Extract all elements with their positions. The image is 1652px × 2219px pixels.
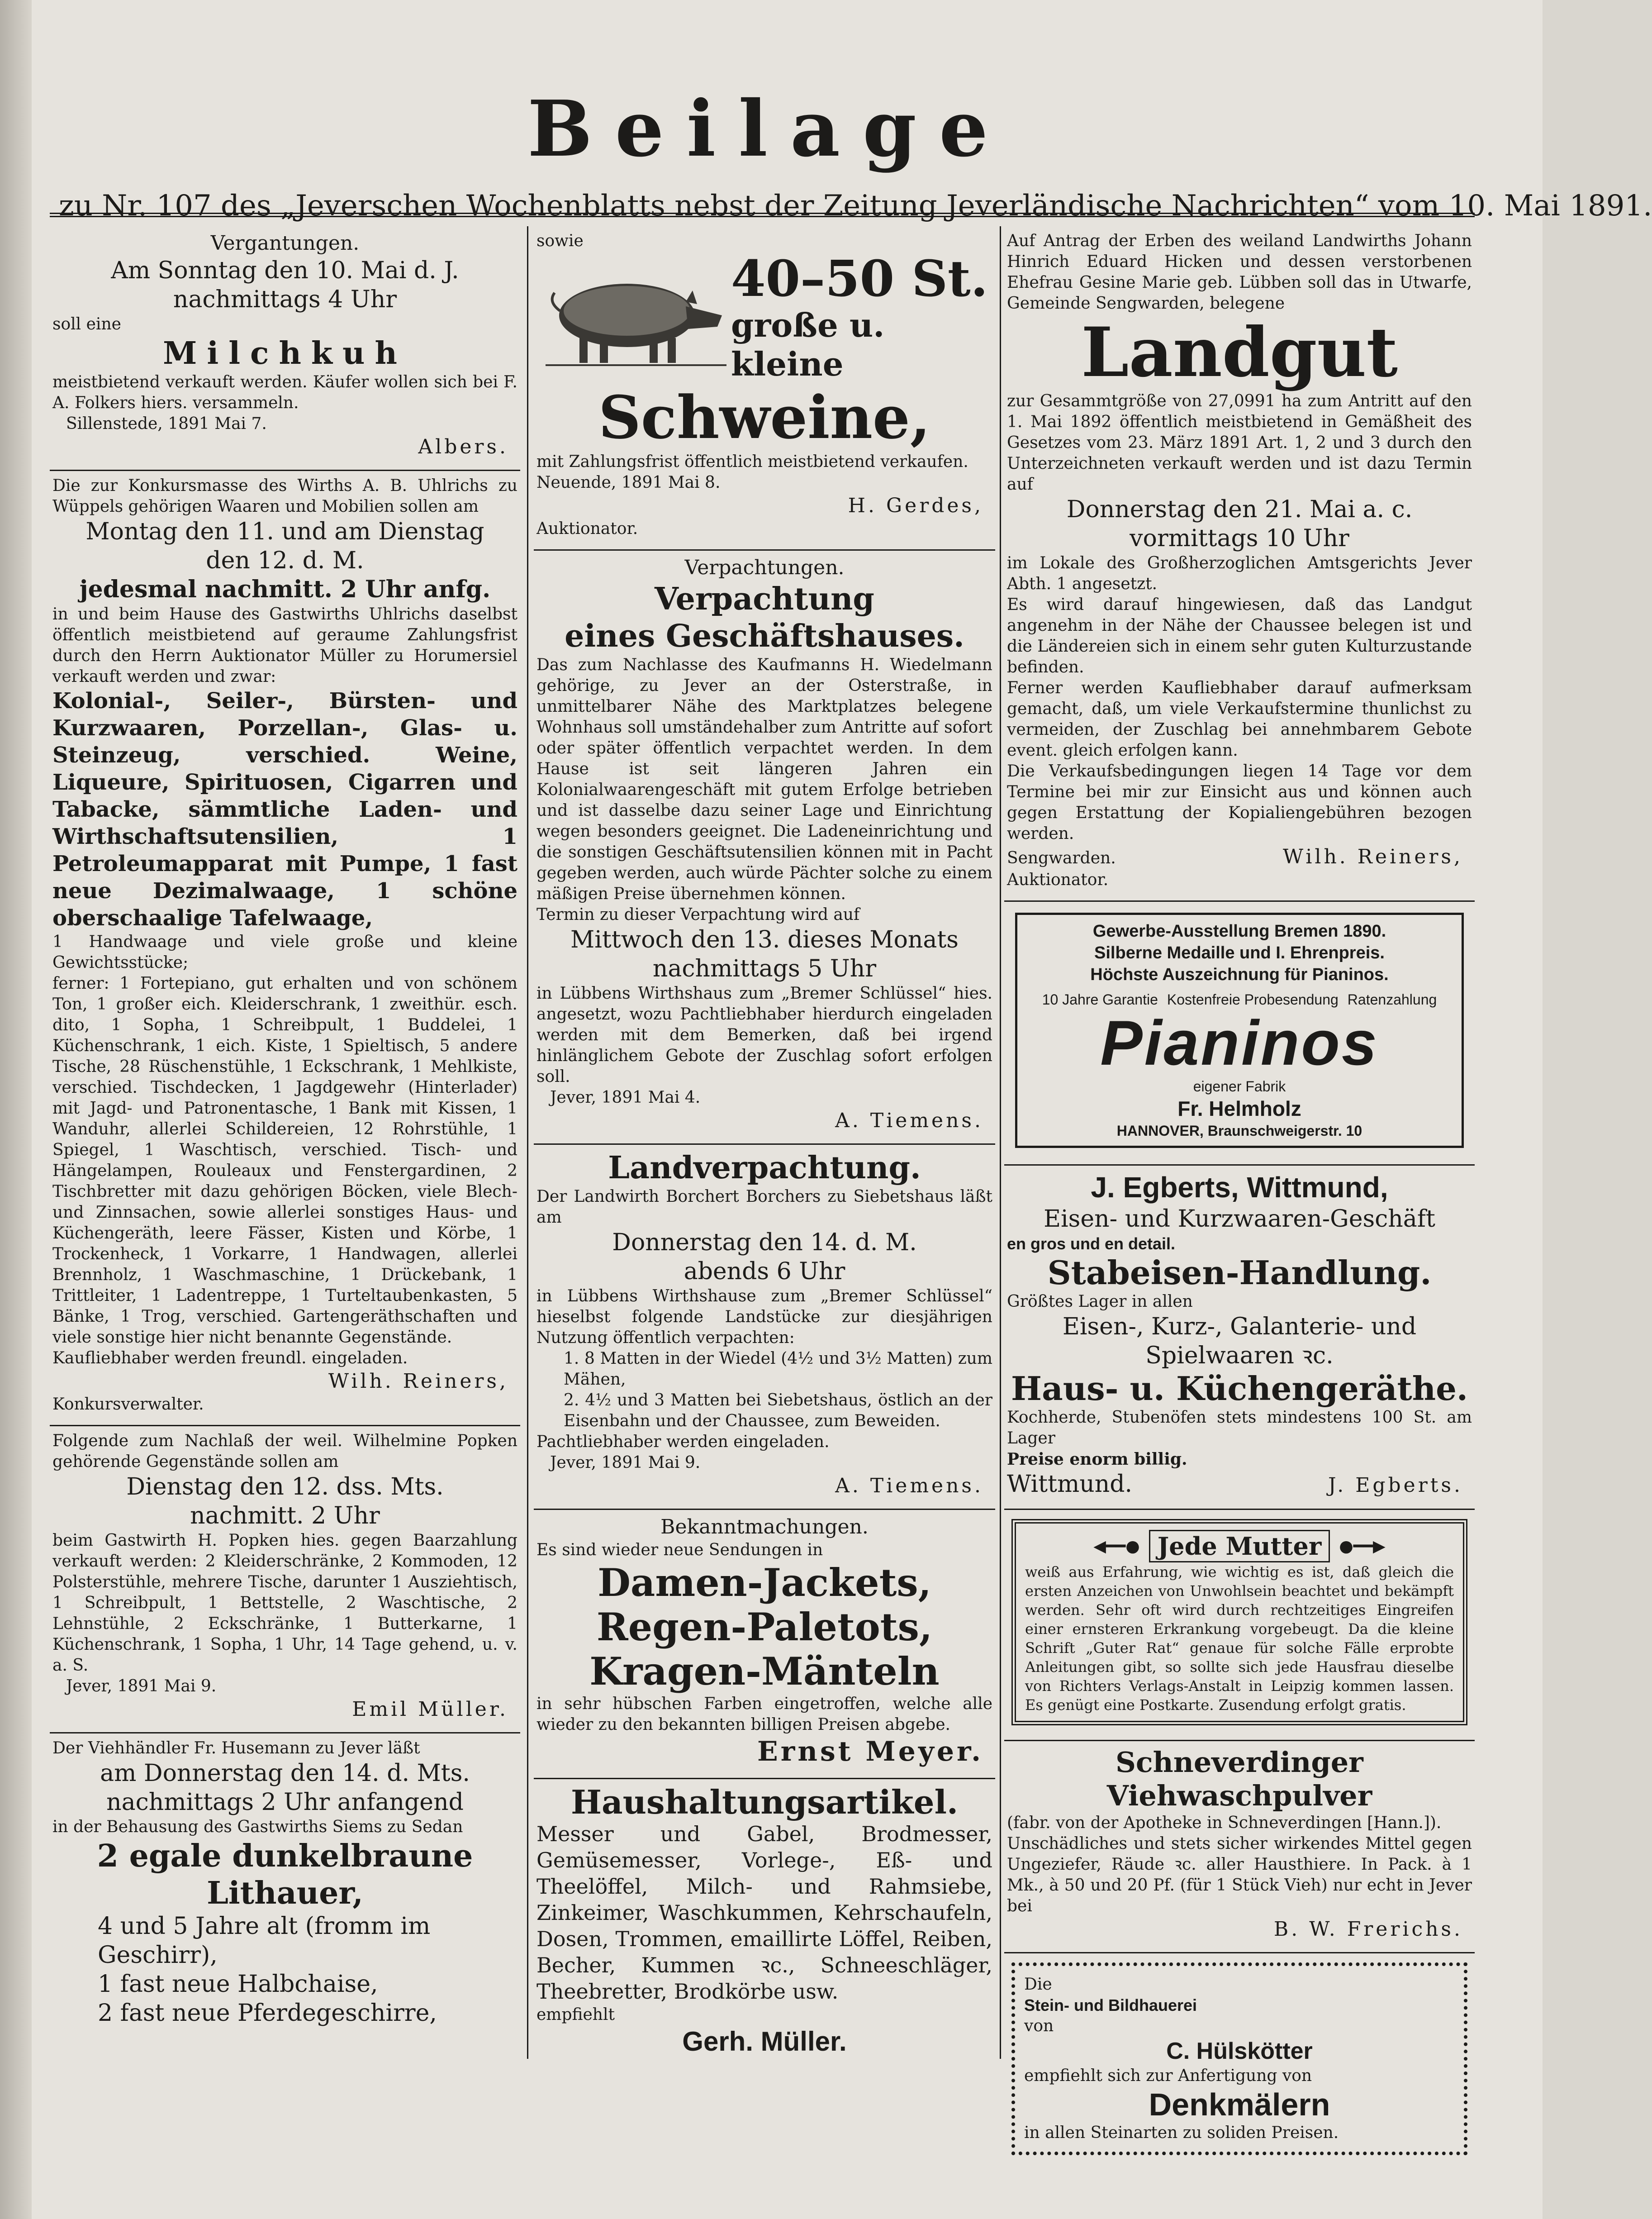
body-text: im Lokale des Großherzoglichen Amtsgerichts Jever Abth. 1 angesetzt. bbox=[1007, 554, 1472, 593]
text-line: Preise enorm billig. bbox=[1007, 1450, 1187, 1469]
signature: Gerh. Müller. bbox=[682, 2026, 847, 2057]
body-text: in Lübbens Wirthshause zum „Bremer Schlüssel“ hieselbst folgende Landstücke zur diesjährigen Nutzung öffentlich verpachten: bbox=[536, 1287, 992, 1347]
list-line: 4 und 5 Jahre alt (fromm im Geschirr), bbox=[98, 1913, 431, 1969]
masthead-title: Beilage bbox=[527, 84, 1011, 174]
item-heading: Jede Mutter bbox=[1149, 1530, 1330, 1562]
item-heading: Haushaltungsartikel. bbox=[570, 1783, 959, 1821]
signature: Albers. bbox=[418, 435, 508, 458]
ad-landverpachtung bbox=[534, 1145, 995, 1510]
text-line: in allen Steinarten zu soliden Preisen. bbox=[1024, 2124, 1339, 2142]
section-heading: Vergantungen. bbox=[210, 232, 360, 255]
body-text: Der Landwirth Borchert Borchers zu Siebetshaus läßt am bbox=[536, 1187, 992, 1227]
body-text: mit Zahlungsfrist öffentlich meistbietend verkaufen. bbox=[536, 452, 968, 471]
body-text: Der Viehhändler Fr. Husemann zu Jever läßt bbox=[52, 1739, 420, 1757]
date-line: Donnerstag den 14. d. M. bbox=[612, 1229, 917, 1256]
body-text: Die zur Konkursmasse des Wirths A. B. Uhlrichs zu Wüppels gehörigen Waaren und Mobilien sollen am bbox=[52, 476, 517, 516]
masthead-subtitle: zu Nr. 107 des „Jeverschen Wochenblatts nebst der Zeitung Jeverländische Nachrichten“ vom 10. Mai 1891. bbox=[59, 189, 1652, 223]
ad-haushaltungsartikel bbox=[534, 1779, 995, 2068]
huelskoetter-frame bbox=[1011, 1962, 1467, 2155]
item-heading: Kragen-Mänteln bbox=[589, 1649, 940, 1694]
masthead bbox=[59, 81, 1652, 226]
date-line: Montag den 11. und am Dienstag bbox=[85, 518, 484, 545]
ad-konkursmasse bbox=[50, 471, 520, 1426]
ad-nachlass-popken bbox=[50, 1426, 520, 1733]
list-line: 2 fast neue Pferdegeschirre, bbox=[98, 2000, 437, 2027]
list-item: 1. 8 Matten in der Wiedel (4½ und 3½ Matten) zum Mähen, bbox=[564, 1349, 992, 1389]
item-heading: Damen-Jackets, bbox=[598, 1560, 931, 1605]
text-line: Termin zu dieser Verpachtung wird auf bbox=[536, 905, 860, 924]
column-divider-2 bbox=[1000, 226, 1001, 2059]
time-line: nachmittags 2 Uhr anfangend bbox=[106, 1789, 464, 1816]
place-date: Jever, 1891 Mai 9. bbox=[66, 1677, 217, 1695]
ad-jede-mutter bbox=[1004, 1510, 1475, 1741]
item-heading: Schweine, bbox=[598, 383, 931, 452]
ad-viehwaschpulver bbox=[1004, 1741, 1475, 1953]
body-text: Ferner werden Kaufliebhaber darauf aufmerksam gemacht, daß, um viele Verkaufstermine thunlichst zu vermeiden, der Zuschlag bei annehmbarem Gebote event. gleich erfolgen kann. bbox=[1007, 679, 1472, 760]
signature-role: Konkursverwalter. bbox=[52, 1395, 204, 1414]
signature: A. Tiemens. bbox=[835, 1474, 983, 1497]
masthead-rule bbox=[50, 213, 1475, 219]
text-line: Gewerbe-Ausstellung Bremen 1890. bbox=[1092, 922, 1386, 941]
text-line: eigener Fabrik bbox=[1193, 1078, 1286, 1095]
pig-row bbox=[536, 249, 992, 384]
text-line: Stein- und Bildhauerei bbox=[1024, 1996, 1197, 2014]
date-line: Am Sonntag den 10. Mai d. J. bbox=[111, 257, 459, 284]
signature: H. Gerdes, bbox=[848, 494, 983, 517]
body-text: Kochherde, Stubenöfen stets mindestens 100 St. am Lager bbox=[1007, 1408, 1472, 1448]
text-line: Silberne Medaille und I. Ehrenpreis. bbox=[1094, 943, 1385, 962]
body-text: Folgende zum Nachlaß der weil. Wilhelmine Popken gehörende Gegenstände sollen am bbox=[52, 1432, 517, 1471]
item-heading: Verpachtung bbox=[655, 581, 874, 617]
item-heading: Stabeisen-Handlung. bbox=[1047, 1253, 1432, 1292]
text-line: soll eine bbox=[52, 315, 121, 333]
gutter-strip bbox=[0, 0, 32, 2219]
item-heading: J. Egberts, Wittmund, bbox=[1091, 1171, 1388, 1204]
text-line: sowie bbox=[536, 232, 584, 250]
text-line: empfiehlt bbox=[536, 2005, 615, 2024]
time-line: abends 6 Uhr bbox=[684, 1258, 845, 1285]
date-line: am Donnerstag den 14. d. Mts. bbox=[100, 1760, 470, 1787]
arrow-left-icon: ◀━━● bbox=[1093, 1537, 1140, 1556]
place: Wittmund. bbox=[1007, 1471, 1133, 1498]
body-text: in der Behausung des Gastwirths Siems zu Sedan bbox=[52, 1818, 463, 1836]
body-text: meistbietend verkauft werden. Käufer wollen sich bei F. A. Folkers hiers. versammeln. bbox=[52, 373, 517, 412]
ad-milchkuh bbox=[50, 226, 520, 471]
signature: A. Tiemens. bbox=[835, 1109, 983, 1132]
item-heading: Landgut bbox=[1081, 313, 1398, 392]
signature: Wilh. Reiners, bbox=[1282, 845, 1463, 868]
signature: B. W. Frerichs. bbox=[1273, 1918, 1463, 1941]
section-heading: Bekanntmachungen. bbox=[660, 1515, 869, 1538]
column-3 bbox=[1004, 226, 1475, 2142]
item-heading: Landverpachtung. bbox=[608, 1150, 921, 1186]
pig-count: 40–50 St. bbox=[731, 249, 988, 308]
body-text: Auf Antrag der Erben des weiland Landwirths Johann Hinrich Eduard Hicken und dessen verstorbenen Ehefrau Gesine Marie geb. Lübben soll das in Utwarfe, Gemeinde Sengwarden, belegene bbox=[1007, 232, 1472, 313]
item-heading: eines Geschäftshauses. bbox=[565, 618, 964, 654]
item-heading: 2 egale dunkelbraune bbox=[97, 1838, 473, 1874]
item-heading: Milchkuh bbox=[163, 335, 407, 371]
item-heading: Schneverdinger Viehwaschpulver bbox=[1106, 1746, 1372, 1812]
place-date: Jever, 1891 Mai 4. bbox=[550, 1088, 701, 1107]
signature: J. Egberts. bbox=[1328, 1474, 1463, 1497]
signature: Wilh. Reiners, bbox=[328, 1370, 508, 1393]
body-text: in sehr hübschen Farben eingetroffen, welche alle wieder zu den bekannten billigen Preisen abgebe. bbox=[536, 1695, 992, 1734]
body-text: Das zum Nachlasse des Kaufmanns H. Wiedelmann gehörige, zu Jever an der Osterstraße, in unmittelbarer Nähe des Marktplatzes belegene Wohnhaus soll umständehalber zum Antritte auf sofort oder später öffentlich verpachtet werden. In dem Hause ist seit längeren Jahren ein Kolonialwaarengeschäft mit gutem Erfolge betrieben und ist dasselbe dazu seiner Lage und Einrichtung wegen besonders geeignet. Die Ladeneinrichtung und die sonstigen Geschäftsutensilien können mit in Pacht gegeben werden, auch würde Pächter solche zu einem mäßigen Preise übernehmen können. bbox=[536, 656, 992, 903]
place-date: Sillenstede, 1891 Mai 7. bbox=[66, 414, 267, 433]
body-text: beim Gastwirth H. Popken hies. gegen Baarzahlung verkauft werden: 2 Kleiderschränke, 2 Kommoden, 12 Polsterstühle, mehrere Tische, darunter 1 Ausziehtisch, 1 Schreibpult, 1 Bettstelle, 2 Waschtische, 2 Lehnstühle, 2 Eckschränke, 1 Butterkarne, 1 Küchenschrank, 1 Sopha, 1 Uhr, 14 Tage gehend, u. v. a. S. bbox=[52, 1531, 517, 1675]
text-line: Ratenzahlung bbox=[1347, 991, 1437, 1008]
text-line: Eisen-, Kurz-, Galanterie- und Spielwaaren ꝛc. bbox=[1062, 1313, 1417, 1369]
time-line: nachmitt. 2 Uhr bbox=[190, 1502, 380, 1529]
body-text: Messer und Gabel, Brodmesser, Gemüsemesser, Vorlege-, Eß- und Theelöffel, Milch- und Rahmsiebe, Zinkeimer, Waschkummen, Kehrschaufeln, Dosen, Trommen, emaillirte Löffel, Reiben, Becher, Kummen ꝛc., Schneeschläger, Theebretter, Brodkörbe usw. bbox=[536, 1822, 992, 2004]
pig-illustration bbox=[536, 266, 731, 370]
item-heading: Regen-Paletots, bbox=[596, 1605, 933, 1649]
time-line: jedesmal nachmitt. 2 Uhr anfg. bbox=[79, 576, 491, 603]
date-line: Dienstag den 12. dss. Mts. bbox=[126, 1473, 444, 1500]
text-line: (fabr. von der Apotheke in Schneverdingen [Hann.]). bbox=[1007, 1814, 1442, 1832]
text-line: 10 Jahre Garantie bbox=[1042, 991, 1158, 1008]
body-text: Es wird darauf hingewiesen, daß das Landgut angenehm in der Nähe der Chaussee belegen ist und die Ländereien sich in einem sehr guten Kulturzustande befinden. bbox=[1007, 595, 1472, 676]
list-line: 1 fast neue Halbchaise, bbox=[98, 1971, 378, 1998]
place-date: Neuende, 1891 Mai 8. bbox=[536, 473, 721, 492]
pianinos-wordmark: Pianinos bbox=[1100, 1007, 1379, 1078]
text-line: Eisen- und Kurzwaaren-Geschäft bbox=[1044, 1205, 1435, 1233]
body-text: weiß aus Erfahrung, wie wichtig es ist, daß gleich die ersten Anzeichen von Unwohlsein beachtet und bekämpft werden. Sehr oft wird durch rechtzeitiges Eingreifen einer ernsteren Erkrankung vorgebeugt. Da die kleine Schrift „Guter Rat“ genaue für solche Fälle erprobte Anleitungen gibt, so sollte sich jede Hausfrau dieselbe von Richters Verlags-Anstalt in Leipzig kommen lassen. Es genügt eine Postkarte. Zusendung erfolgt gratis. bbox=[1025, 1563, 1454, 1714]
text-line: Kostenfreie Probesendung bbox=[1167, 991, 1339, 1008]
item-heading: Haus- u. Küchengeräthe. bbox=[1011, 1369, 1468, 1408]
time-line: nachmittags 5 Uhr bbox=[652, 955, 877, 982]
date-line: den 12. d. M. bbox=[206, 547, 364, 574]
body-text: zur Gesammtgröße von 27,0991 ha zum Antritt auf den 1. Mai 1892 öffentlich meistbietend in Gemäßheit des Gesetzes vom 23. März 1891 Art. 1, 2 und 3 durch den Unterzeichneten verkauft werden und ist dazu Termin auf bbox=[1007, 392, 1472, 494]
further-goods: ferner: 1 Fortepiano, gut erhalten und von schönem Ton, 1 großer eich. Kleiderschrank, 1 zweithür. esch. dito, 1 Sopha, 1 Schreibpult, 1 Buddelei, 1 Küchenschrank, 1 eich. Kiste, 1 Spieltisch, 5 andere Tische, 28 Rüschenstühle, 1 Eckschrank, 1 Mehlkiste, verschied. Tischdecken, 1 Jagdgewehr (Hinterlader) mit Jagd- und Patronentasche, 1 Bank mit Kissen, 1 Wanduhr, allerlei Schildereien, 12 Rohrstühle, 1 Spiegel, 1 Waschtisch, verschied. Tisch- und Hängelampen, Rouleaux und Fenstergardinen, 2 Tischbretter mit dazu gehörigen Böcken, viele Blech- und Zinnsachen, sowie allerlei sonstiges Haus- und Küchengeräth, leere Fässer, Kisten und Körbe, 1 Trockenheck, 1 Vorkarre, 1 Handwagen, allerlei Brennholz, 1 Waschmaschine, 1 Drückebank, 1 Trittleiter, 1 Ladentreppe, 1 Turteltaubenkasten, 5 Bänke, 1 Trog, verschied. Gartengeräthschaften und viele sonstige hier nicht benannte Gegenstände. bbox=[52, 974, 517, 1347]
body-text: Die Verkaufsbedingungen liegen 14 Tage vor dem Termine bei mir zur Einsicht aus und können auch gegen Erstattung der Kopialiengebühren bezogen werden. bbox=[1007, 762, 1472, 843]
body-text: 1 Handwaage und viele große und kleine Gewichtsstücke; bbox=[52, 933, 517, 972]
pig-subline: große u. kleine bbox=[731, 306, 885, 383]
ad-egberts bbox=[1004, 1166, 1475, 1510]
ad-damen-jackets bbox=[534, 1510, 995, 1779]
signature-role: Auktionator. bbox=[1007, 871, 1109, 889]
body-text: Unschädliches und stets sicher wirkendes Mittel gegen Ungeziefer, Räude ꝛc. aller Hausthiere. In Pack. à 1 Mk., à 50 und 20 Pf. (für 1 Stück Vieh) nur echt in Jever bei bbox=[1007, 1834, 1472, 1915]
ad-pianinos bbox=[1004, 902, 1475, 1166]
text-line: en gros und en detail. bbox=[1007, 1234, 1176, 1253]
body-text: in Lübbens Wirthshaus zum „Bremer Schlüssel“ hies. angesetzt, wozu Pachtliebhaber hierdurch eingeladen werden mit dem Bemerken, daß bei irgend hinlänglichem Gebote der Zuschlag sofort erfolgen soll. bbox=[536, 984, 992, 1086]
text-line: von bbox=[1024, 2017, 1054, 2035]
body-text: Es sind wieder neue Sendungen in bbox=[536, 1541, 823, 1559]
text-line: Die bbox=[1024, 1975, 1052, 1994]
pianinos-box bbox=[1015, 913, 1464, 1148]
goods-list: Kolonial-, Seiler-, Bürsten- und Kurzwaaren, Porzellan-, Glas- u. Steinzeug, verschied. Weine, Liqueure, Spirituosen, Cigarren und Tabacke, sämmtliche Laden- und Wirthschaftsutensilien, 1 Petroleumapparat mit Pumpe, 1 fast neue Dezimalwaage, 1 schöne oberschaalige Tafelwaage, bbox=[52, 688, 517, 931]
arrow-right-icon: ●━━▶ bbox=[1339, 1537, 1386, 1556]
time-line: nachmittags 4 Uhr bbox=[173, 286, 397, 313]
ad-landgut bbox=[1004, 226, 1475, 902]
section-heading: Verpachtungen. bbox=[684, 556, 845, 579]
maker-name: C. Hülskötter bbox=[1166, 2038, 1313, 2064]
signature: Emil Müller. bbox=[352, 1698, 508, 1721]
ad-lithauer bbox=[50, 1733, 520, 2038]
column-1 bbox=[50, 226, 520, 2208]
time-line: vormittags 10 Uhr bbox=[1130, 525, 1349, 552]
ad-geschaeftshaus bbox=[534, 551, 995, 1145]
date-line: Donnerstag den 21. Mai a. c. bbox=[1066, 496, 1413, 523]
list-item: 2. 4½ und 3 Matten bei Siebetshaus, östlich an der Eisenbahn und der Chaussee, zum Beweiden. bbox=[564, 1391, 992, 1430]
signature: Ernst Meyer. bbox=[757, 1736, 983, 1767]
signature-role: Auktionator. bbox=[536, 519, 638, 538]
maker-address: HANNOVER, Braunschweigerstr. 10 bbox=[1116, 1123, 1362, 1139]
jede-mutter-frame bbox=[1011, 1519, 1467, 1725]
maker-name: Fr. Helmholz bbox=[1177, 1097, 1301, 1120]
item-heading: Lithauer, bbox=[207, 1875, 363, 1911]
ad-schweine bbox=[534, 226, 995, 551]
column-2 bbox=[534, 226, 995, 2090]
date-line: Mittwoch den 13. dieses Monats bbox=[570, 926, 959, 953]
body-text: in und beim Hause des Gastwirths Uhlrichs daselbst öffentlich meistbietend auf geraume Zahlungsfrist durch den Herrn Auktionator Müller zu Horumersiel verkauft werden und zwar: bbox=[52, 605, 517, 686]
place: Sengwarden. bbox=[1007, 849, 1116, 867]
text-line: empfiehlt sich zur Anfertigung von bbox=[1024, 2067, 1312, 2085]
item-heading: Denkmälern bbox=[1149, 2087, 1330, 2122]
newspaper-page bbox=[32, 0, 1652, 2219]
text-line: Höchste Auszeichnung für Pianinos. bbox=[1090, 965, 1389, 984]
text-line: Größtes Lager in allen bbox=[1007, 1292, 1193, 1311]
body-text: Pachtliebhaber werden eingeladen. bbox=[536, 1433, 830, 1451]
ad-huelskoetter bbox=[1004, 1953, 1475, 2170]
body-text: Kaufliebhaber werden freundl. eingeladen. bbox=[52, 1349, 408, 1367]
place-date: Jever, 1891 Mai 9. bbox=[550, 1453, 701, 1472]
column-divider-1 bbox=[527, 226, 528, 2059]
